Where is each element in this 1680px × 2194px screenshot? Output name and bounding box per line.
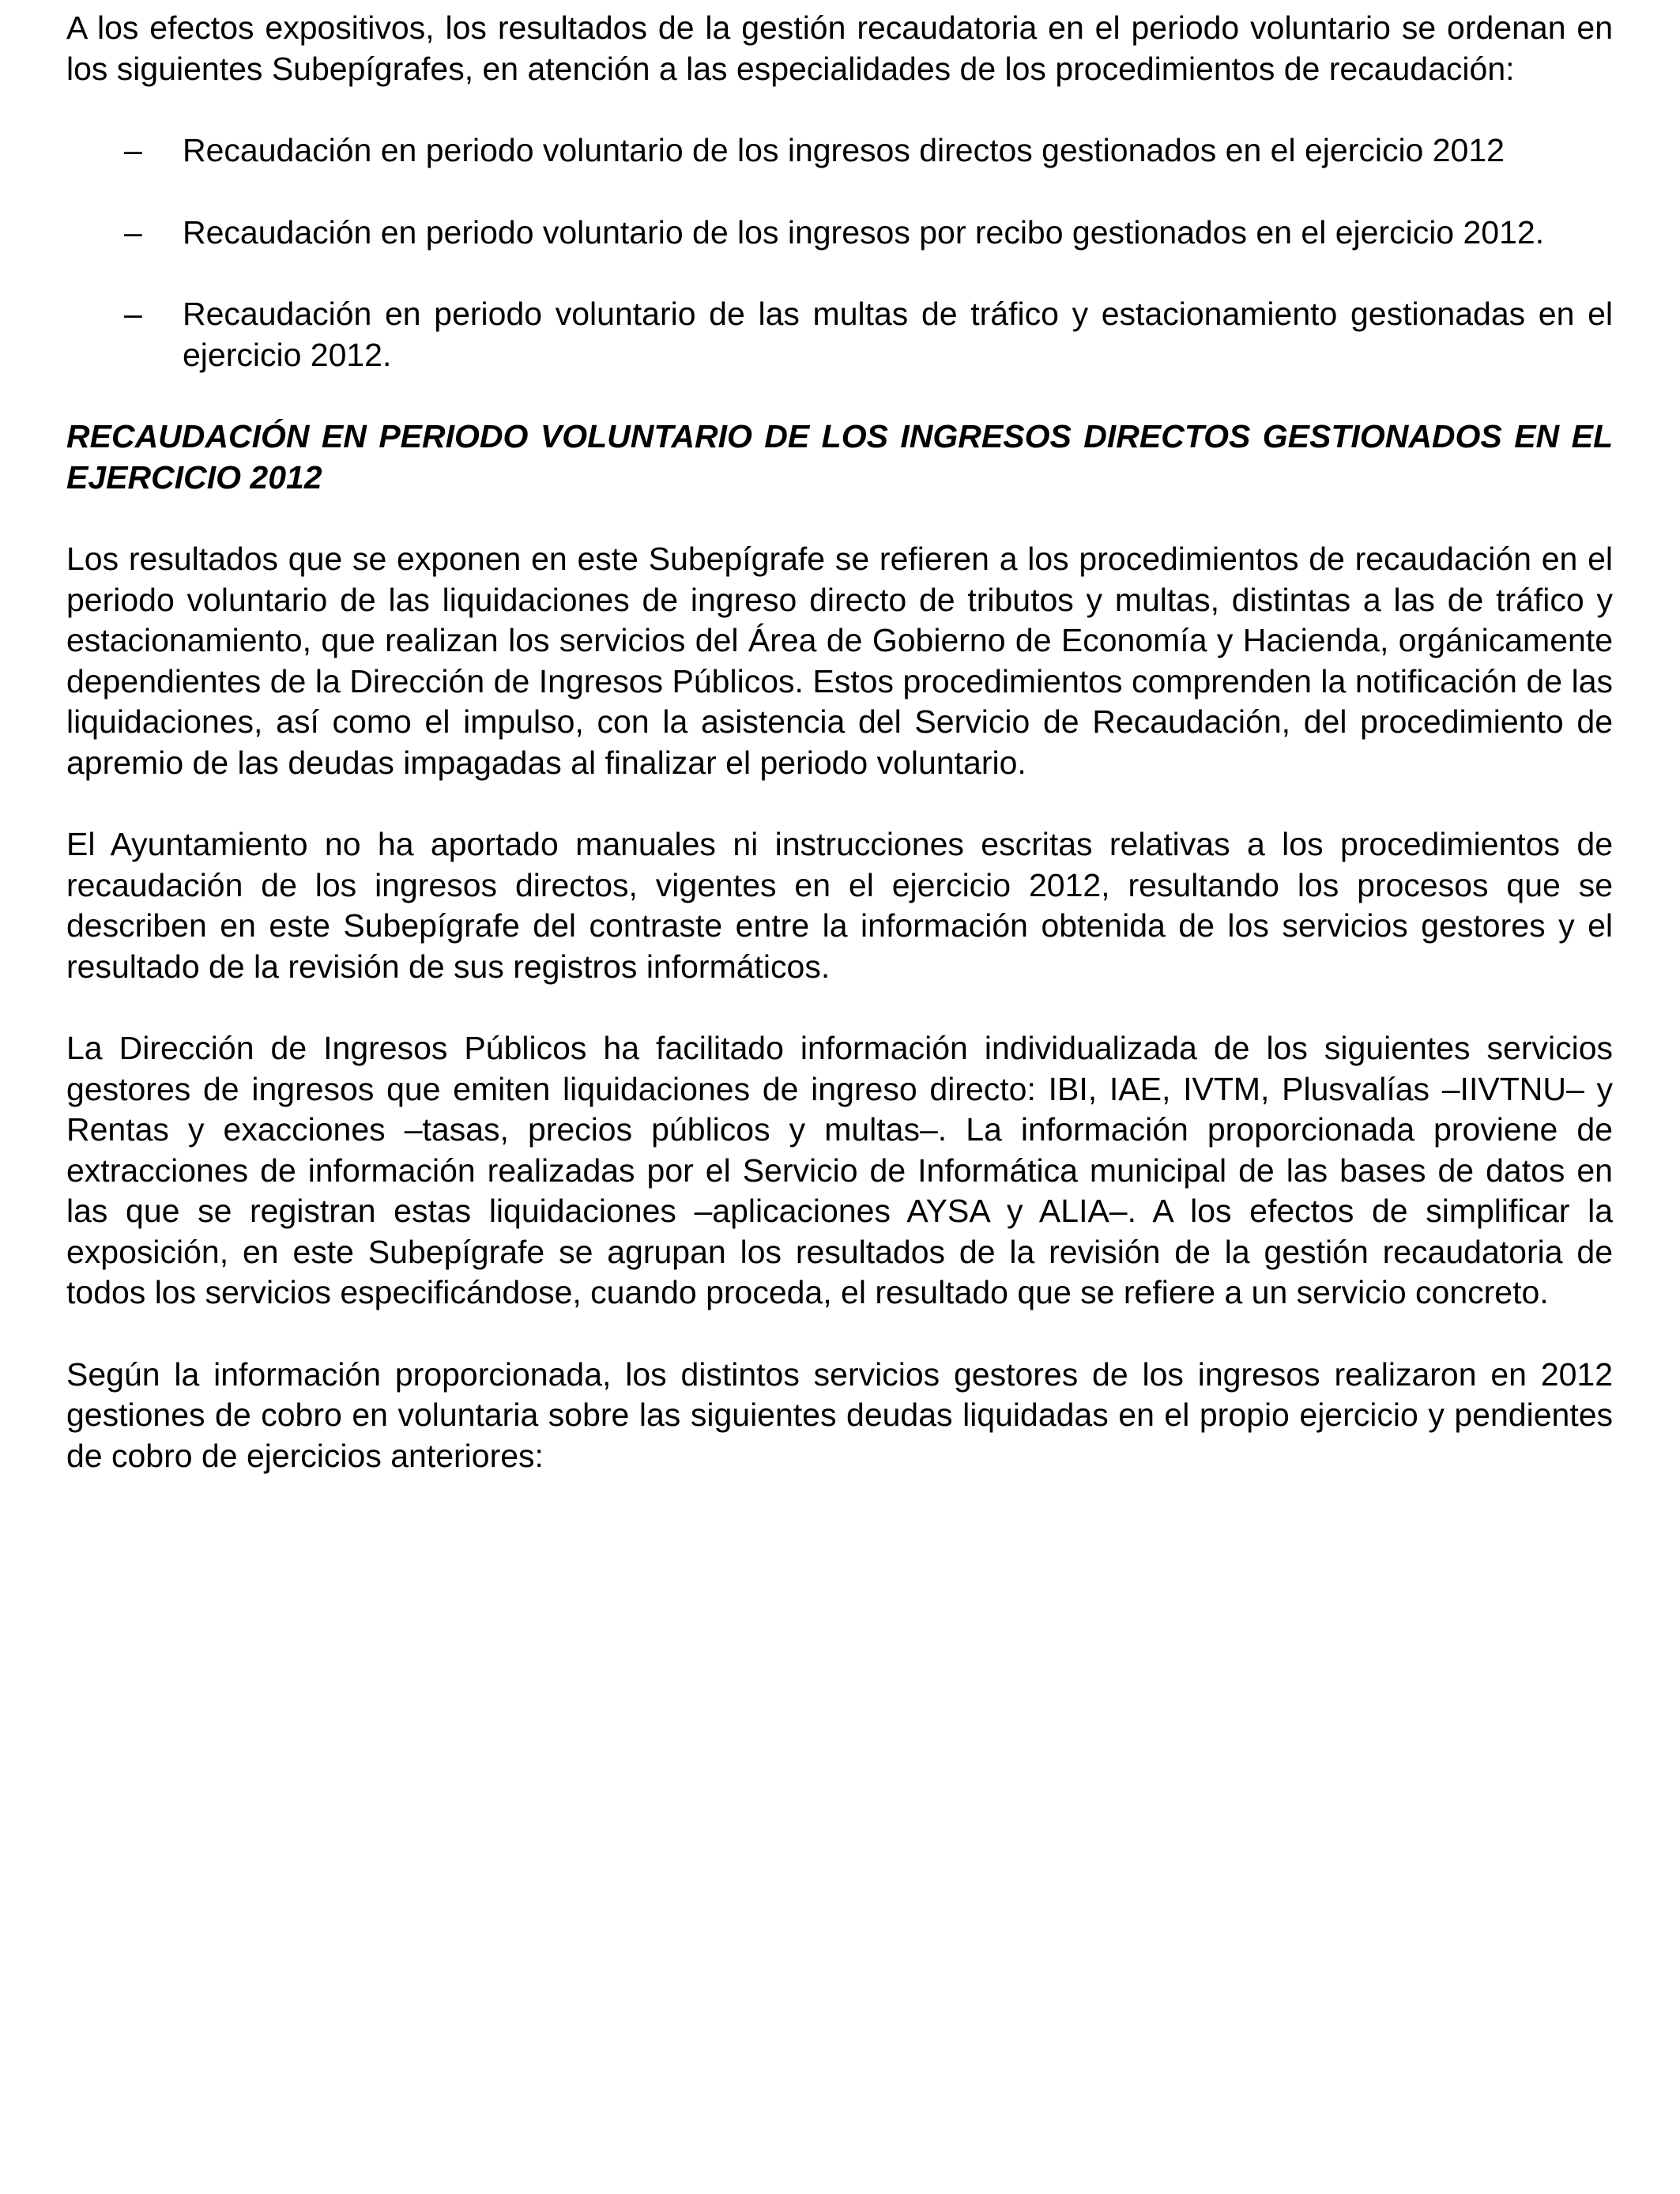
intro-paragraph: A los efectos expositivos, los resultados de la gestión recaudatoria en el periodo voluntario se ordenan en los siguientes Subepígrafes, en atención a las especialidades de los procedimientos de recaudación: bbox=[66, 9, 1613, 87]
body-paragraph: Según la información proporcionada, los distintos servicios gestores de los ingresos realizaron en 2012 gestiones de cobro en voluntaria sobre las siguientes deudas liquidadas en el propio ejercicio y pendientes de cobro de ejercicios anteriores: bbox=[66, 1355, 1613, 1474]
list-item-text: Recaudación en periodo voluntario de los ingresos por recibo gestionados en el ejercicio 2012. bbox=[183, 213, 1545, 251]
list-item bbox=[66, 130, 1613, 172]
list-item-text: Recaudación en periodo voluntario de los ingresos directos gestionados en el ejercicio 2012 bbox=[183, 132, 1505, 168]
subepigraph-list bbox=[66, 130, 1613, 375]
section-heading: RECAUDACIÓN EN PERIODO VOLUNTARIO DE LOS INGRESOS DIRECTOS GESTIONADOS EN EL EJERCICIO 2012 bbox=[66, 418, 1613, 496]
body-paragraph: La Dirección de Ingresos Públicos ha facilitado información individualizada de los siguientes servicios gestores de ingresos que emiten liquidaciones de ingreso directo: IBI, IAE, IVTM, Plusvalías –IIVTNU– y Rentas y exacciones –tasas, precios públicos y multas–. La información proporcionada proviene de extracciones de información realizadas por el Servicio de Informática municipal de las bases de datos en las que se registran estas liquidaciones –aplicaciones AYSA y ALIA–. A los efectos de simplificar la exposición, en este Subepígrafe se agrupan los resultados de la revisión de la gestión recaudatoria de todos los servicios especificándose, cuando proceda, el resultado que se refiere a un servicio concreto. bbox=[66, 1030, 1613, 1310]
dash-bullet-icon: – bbox=[124, 213, 142, 251]
body-paragraph: El Ayuntamiento no ha aportado manuales ni instrucciones escritas relativas a los procedimientos de recaudación de los ingresos directos, vigentes en el ejercicio 2012, resultando los procesos que se describen en este Subepígrafe del contraste entre la información obtenida de los servicios gestores y el resultado de la revisión de sus registros informáticos. bbox=[66, 826, 1613, 985]
body-paragraph: Los resultados que se exponen en este Subepígrafe se refieren a los procedimientos de recaudación en el periodo voluntario de las liquidaciones de ingreso directo de tributos y multas, distintas a las de tráfico y estacionamiento, que realizan los servicios del Área de Gobierno de Economía y Hacienda, orgánicamente dependientes de la Dirección de Ingresos Públicos. Estos procedimientos comprenden la notificación de las liquidaciones, así como el impulso, con la asistencia del Servicio de Recaudación, del procedimiento de apremio de las deudas impagadas al finalizar el periodo voluntario. bbox=[66, 541, 1613, 781]
list-item-text: Recaudación en periodo voluntario de las multas de tráfico y estacionamiento gestionadas en el ejercicio 2012. bbox=[183, 296, 1613, 373]
list-item bbox=[66, 213, 1613, 254]
list-item bbox=[66, 294, 1613, 375]
dash-bullet-icon: – bbox=[124, 296, 142, 332]
dash-bullet-icon: – bbox=[124, 132, 142, 168]
document-page bbox=[66, 8, 1613, 1476]
